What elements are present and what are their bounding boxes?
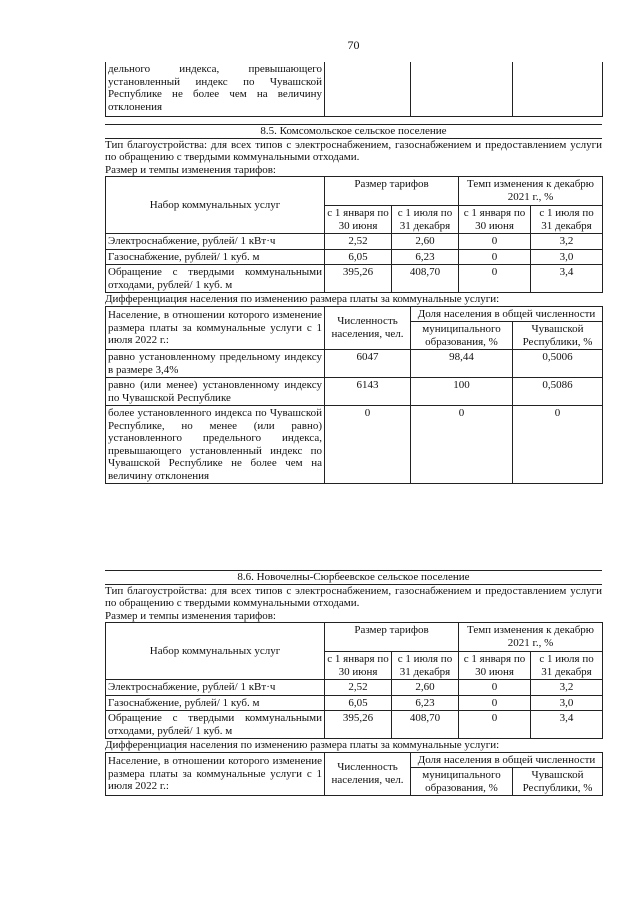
service-name: Обращение с твердыми коммунальными отходами, рублей/ 1 куб. м [106,711,325,739]
header-services: Набор коммунальных услуг [106,623,325,680]
table-row [106,177,603,206]
population-table [105,306,603,485]
header-tariff-size: Размер тарифов [325,177,459,206]
header-services: Набор коммунальных услуг [106,177,325,234]
section-title: 8.6. Новочелны-Сюрбеевское сельское поселение [105,570,602,585]
tariff-jul: 408,70 [392,711,459,739]
service-name: Газоснабжение, рублей/ 1 куб. м [106,249,325,265]
header-republic: Чувашской Республики, % [513,768,603,796]
rate-jul: 3,4 [531,711,603,739]
tariff-jul: 6,23 [392,695,459,711]
share-republic: 0,5086 [513,378,603,406]
service-name: Газоснабжение, рублей/ 1 куб. м [106,695,325,711]
population-category: равно установленному предельному индексу в размере 3,4% [106,350,325,378]
header-population: Население, в отношении которого изменение размера платы за коммунальные услуги с 1 июля 2022 г.: [106,306,325,350]
table-row [106,265,603,293]
share-municipal: 98,44 [411,350,513,378]
header-jan: с 1 января по 30 июня [325,652,392,680]
rate-jul: 3,0 [531,695,603,711]
tariff-table [105,176,603,293]
rate-jan: 0 [459,711,531,739]
table-row [106,680,603,696]
table-row [106,406,603,484]
service-name: Электроснабжение, рублей/ 1 кВт·ч [106,680,325,696]
table-row [106,249,603,265]
header-rate-jul: с 1 июля по 31 декабря [531,652,603,680]
header-rate-jul: с 1 июля по 31 декабря [531,206,603,234]
page-number: 70 [347,38,360,52]
rate-jul: 3,2 [531,234,603,250]
rate-jan: 0 [459,234,531,250]
share-municipal: 100 [411,378,513,406]
tariff-jan: 6,05 [325,695,392,711]
tariff-jan: 395,26 [325,711,392,739]
table-row [106,711,603,739]
tariff-jan: 395,26 [325,265,392,293]
service-name: Обращение с твердыми коммунальными отходами, рублей/ 1 куб. м [106,265,325,293]
service-name: Электроснабжение, рублей/ 1 кВт·ч [106,234,325,250]
section-8-6 [105,570,602,796]
tariff-jan: 6,05 [325,249,392,265]
rate-jan: 0 [459,680,531,696]
table-row [106,306,603,322]
population-count: 6047 [325,350,411,378]
header-jan: с 1 января по 30 июня [325,206,392,234]
rate-jul: 3,0 [531,249,603,265]
table-row [106,623,603,652]
section-title: 8.5. Комсомольское сельское поселение [105,124,602,139]
table-row [106,234,603,250]
header-count: Численность населения, чел. [325,306,411,350]
tariff-jul: 2,60 [392,680,459,696]
header-municipal: муниципального образования, % [411,322,513,350]
tariff-table [105,622,603,739]
share-municipal: 0 [411,406,513,484]
tariff-jan: 2,52 [325,234,392,250]
header-municipal: муниципального образования, % [411,768,513,796]
tariff-label: Размер и темпы изменения тарифов: [105,609,276,622]
population-count: 0 [325,406,411,484]
rate-jan: 0 [459,695,531,711]
table-row [106,62,603,117]
continuation-table [105,62,603,117]
header-count: Численность населения, чел. [325,752,411,796]
tariff-label: Размер и темпы изменения тарифов: [105,163,276,176]
header-tariff-size: Размер тарифов [325,623,459,652]
type-text: Тип благоустройства: для всех типов с электроснабжением, газоснабжением и предоставлением услуги по обращению с твердыми коммунальными отходами. [105,138,602,163]
rate-jul: 3,4 [531,265,603,293]
rate-jan: 0 [459,249,531,265]
tariff-jul: 6,23 [392,249,459,265]
population-category: равно (или менее) установленному индексу по Чувашской Республике [106,378,325,406]
share-republic: 0,5006 [513,350,603,378]
table-row [106,350,603,378]
rate-jul: 3,2 [531,680,603,696]
header-change-rate: Темп изменения к декабрю 2021 г., % [459,177,603,206]
header-rate-jan: с 1 января по 30 июня [459,206,531,234]
share-republic: 0 [513,406,603,484]
diff-label: Дифференциация населения по изменению размера платы за коммунальные услуги: [105,293,500,305]
population-count: 6143 [325,378,411,406]
header-republic: Чувашской Республики, % [513,322,603,350]
diff-label: Дифференциация населения по изменению размера платы за коммунальные услуги: [105,739,500,751]
header-jul: с 1 июля по 31 декабря [392,206,459,234]
table-row [106,695,603,711]
tariff-jul: 2,60 [392,234,459,250]
header-change-rate: Темп изменения к декабрю 2021 г., % [459,623,603,652]
header-share: Доля населения в общей численности [411,752,603,768]
continuation-cell: дельного индекса, превышающего установленный индекс по Чувашской Республике не более чем на величину отклонения [106,62,325,117]
section-8-5 [105,124,602,484]
type-text: Тип благоустройства: для всех типов с электроснабжением, газоснабжением и предоставлением услуги по обращению с твердыми коммунальными отходами. [105,584,602,609]
table-row [106,378,603,406]
header-rate-jan: с 1 января по 30 июня [459,652,531,680]
population-table [105,752,603,797]
rate-jan: 0 [459,265,531,293]
table-row [106,752,603,768]
header-population: Население, в отношении которого изменение размера платы за коммунальные услуги с 1 июля 2022 г.: [106,752,325,796]
header-jul: с 1 июля по 31 декабря [392,652,459,680]
tariff-jan: 2,52 [325,680,392,696]
tariff-jul: 408,70 [392,265,459,293]
population-category: более установленного индекса по Чувашской Республике, но менее (или равно) установленного предельного индекса, превышающего установленный индекс по Чувашской Республике не более чем на величину отклонения [106,406,325,484]
header-share: Доля населения в общей численности [411,306,603,322]
